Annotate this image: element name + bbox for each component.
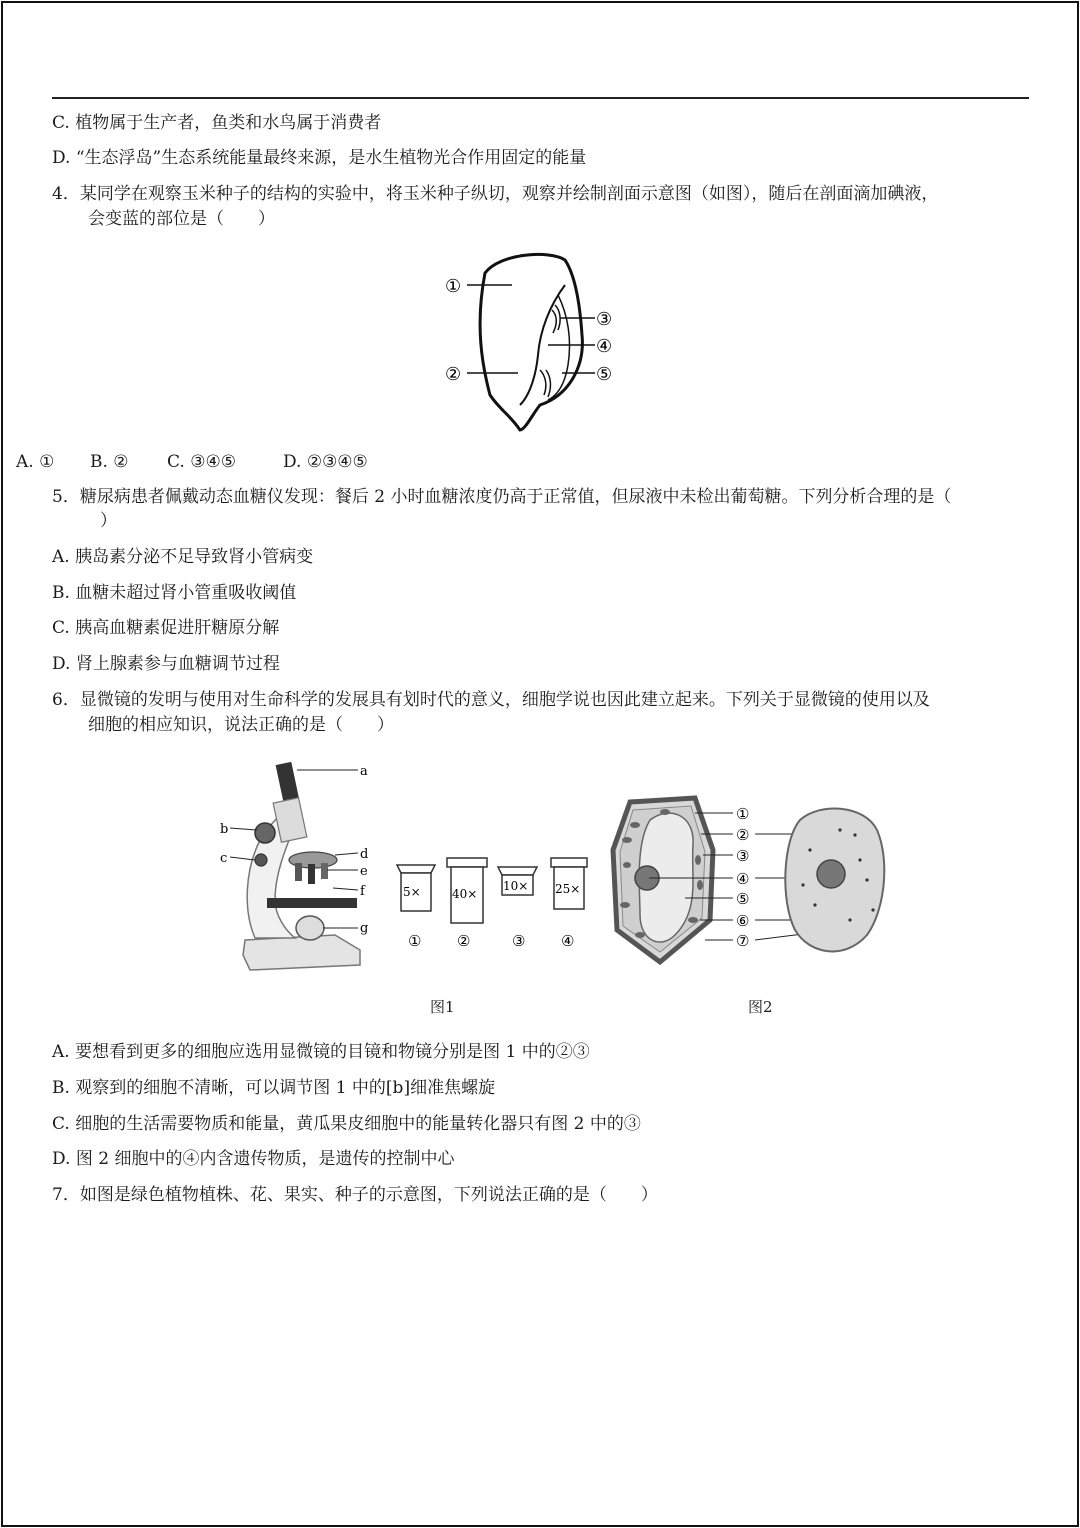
- microscope-label-e: e: [360, 864, 368, 879]
- cell-label-7: ⑦: [736, 932, 750, 950]
- cell-label-3: ③: [736, 847, 750, 865]
- lens-1-label: 5×: [403, 885, 421, 899]
- q6-option-a: A. 要想看到更多的细胞应选用显微镜的目镜和物镜分别是图 1 中的②③: [52, 1042, 590, 1062]
- figure2-caption: 图2: [748, 998, 773, 1016]
- q6-stem-line2: 细胞的相应知识，说法正确的是（ ）: [88, 715, 394, 735]
- microscope-label-f: f: [360, 884, 365, 899]
- q5-option-b: B. 血糖未超过肾小管重吸收阈值: [52, 583, 297, 603]
- q5-option-c: C. 胰高血糖素促进肝糖原分解: [52, 618, 280, 638]
- lens-4-label: 25×: [555, 882, 581, 896]
- seed-label-1: ①: [445, 276, 462, 297]
- lens-2-number: ②: [457, 932, 471, 950]
- q3-option-d: D. “生态浮岛”生态系统能量最终来源，是水生植物光合作用固定的能量: [52, 148, 587, 168]
- seed-label-5: ⑤: [596, 364, 613, 385]
- q4-stem-line1: 4．某同学在观察玉米种子的结构的实验中，将玉米种子纵切，观察并绘制剖面示意图（如图），随后在剖面滴加碘液，: [52, 184, 939, 204]
- q4-option-d: D. ②③④⑤: [283, 452, 368, 472]
- lens-3-label: 10×: [503, 879, 529, 893]
- figure1-caption: 图1: [430, 998, 455, 1016]
- q3-option-c: C. 植物属于生产者，鱼类和水鸟属于消费者: [52, 113, 382, 133]
- cell-label-1: ①: [736, 805, 750, 823]
- lens-4-number: ④: [561, 932, 575, 950]
- q4-option-b: B. ②: [90, 452, 129, 472]
- microscope-label-g: g: [360, 921, 369, 936]
- seed-label-4: ④: [596, 336, 613, 357]
- microscope-label-b: b: [220, 822, 229, 837]
- q4-option-c: C. ③④⑤: [167, 452, 236, 472]
- header-rule: [52, 97, 1029, 99]
- q7-stem: 7．如图是绿色植物植株、花、果实、种子的示意图，下列说法正确的是（ ）: [52, 1185, 658, 1205]
- lens-1-number: ①: [408, 932, 422, 950]
- q6-stem-line1: 6．显微镜的发明与使用对生命科学的发展具有划时代的意义，细胞学说也因此建立起来。下列关于显微镜的使用以及: [52, 690, 930, 710]
- microscope-label-c: c: [220, 851, 228, 866]
- q5-option-a: A. 胰岛素分泌不足导致肾小管病变: [52, 547, 314, 567]
- corn-seed-diagram: [440, 245, 630, 435]
- q5-option-d: D. 肾上腺素参与血糖调节过程: [52, 654, 280, 674]
- microscope-label-d: d: [360, 847, 369, 862]
- lens-2-label: 40×: [452, 887, 478, 901]
- q6-option-c: C. 细胞的生活需要物质和能量，黄瓜果皮细胞中的能量转化器只有图 2 中的③: [52, 1114, 641, 1134]
- seed-label-3: ③: [596, 309, 613, 330]
- q6-option-b: B. 观察到的细胞不清晰，可以调节图 1 中的[b]细准焦螺旋: [52, 1078, 496, 1098]
- cell-label-5: ⑤: [736, 890, 750, 908]
- microscope-label-a: a: [360, 764, 368, 779]
- microscope-figure: [215, 760, 595, 975]
- q5-stem-line2: ）: [100, 511, 117, 531]
- cell-label-6: ⑥: [736, 912, 750, 930]
- cell-figure: [605, 790, 895, 975]
- lens-3-number: ③: [512, 932, 526, 950]
- q5-stem-line1: 5．糖尿病患者佩戴动态血糖仪发现：餐后 2 小时血糖浓度仍高于正常值，但尿液中未检出葡萄糖。下列分析合理的是（: [52, 487, 952, 507]
- q6-option-d: D. 图 2 细胞中的④内含遗传物质，是遗传的控制中心: [52, 1149, 455, 1169]
- cell-label-4: ④: [736, 870, 750, 888]
- q4-stem-line2: 会变蓝的部位是（ ）: [88, 209, 275, 229]
- seed-label-2: ②: [445, 364, 462, 385]
- cell-label-2: ②: [736, 826, 750, 844]
- q4-option-a: A. ①: [16, 452, 55, 472]
